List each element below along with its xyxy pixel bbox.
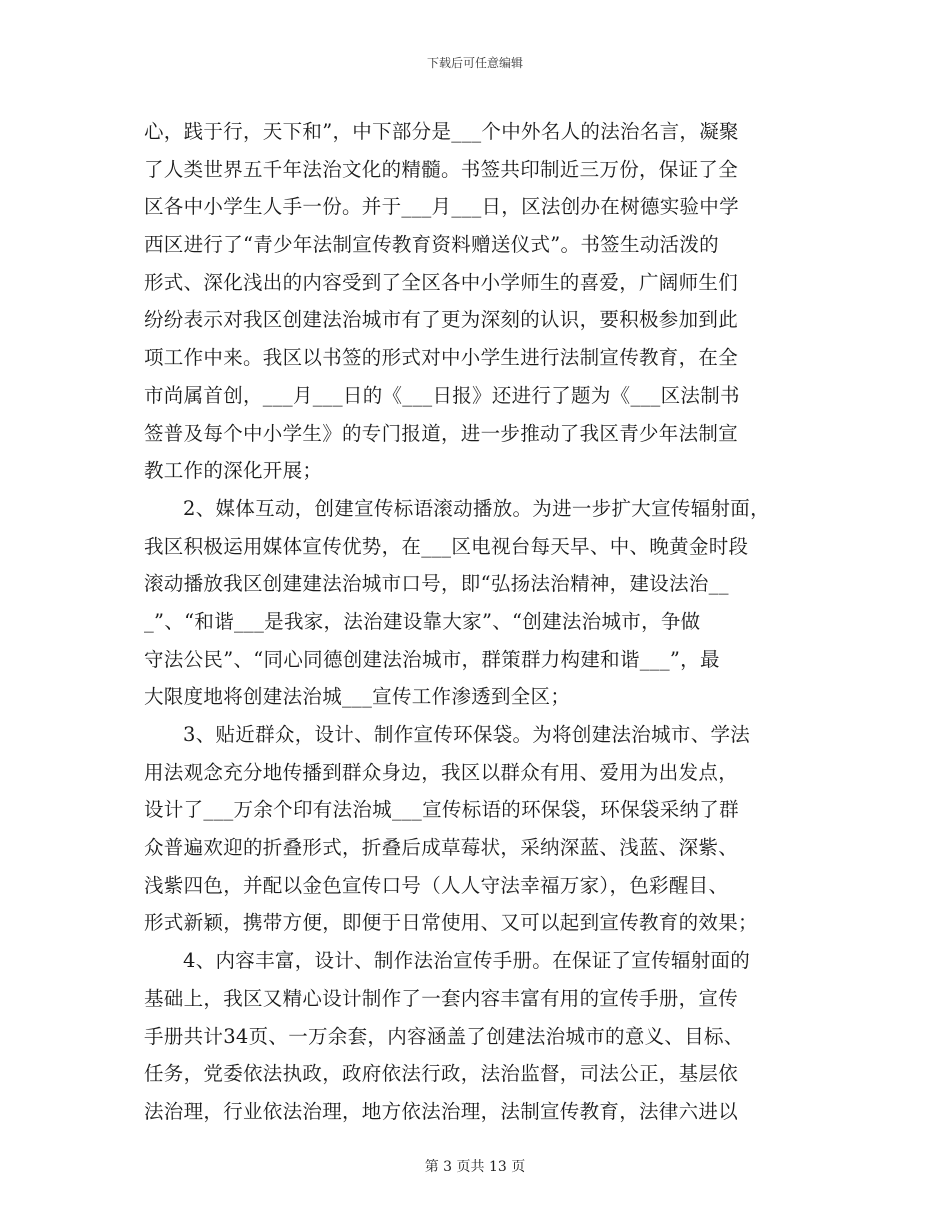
text-line: 任务，党委依法执政，政府依法行政，法治监督，司法公正，基层依 (144, 1062, 739, 1086)
text-line: 形式、深化浅出的内容受到了全区各中小学师生的喜爱，广阔师生们 (144, 270, 739, 294)
paragraph-start-line: 2、媒体互动，创建宣传标语滚动播放。为进一步扩大宣传辐射面， (183, 496, 770, 520)
paragraph-start-line: 4、内容丰富，设计、制作法治宣传手册。在保证了宣传辐射面的 (183, 949, 751, 973)
text-line: 教工作的深化开展； (144, 459, 323, 483)
text-line: 众普遍欢迎的折叠形式，折叠后成草莓状，采纳深蓝、浅蓝、深紫、 (144, 836, 739, 860)
document-body (144, 113, 806, 1131)
text-line: 纷纷表示对我区创建法治城市有了更为深刻的认识，要积极参加到此 (144, 308, 739, 332)
text-line: 项工作中来。我区以书签的形式对中小学生进行法制宣传教育，在全 (144, 346, 739, 370)
text-line: 法治理，行业依法治理，地方依法治理，法制宣传教育，法律六进以 (144, 1099, 739, 1123)
text-line: 形式新颖，携带方便，即便于日常使用、又可以起到宣传教育的效果； (144, 911, 758, 935)
text-line: 设计了___万余个印有法治城___宣传标语的环保袋，环保袋采纳了群 (144, 798, 739, 822)
page-number-footer: 第 3 页共 13 页 (424, 1159, 526, 1175)
text-line: 签普及每个中小学生》的专门报道，进一步推动了我区青少年法制宣 (144, 421, 739, 445)
text-line: 守法公民”、“同心同德创建法治城市，群策群力构建和谐___”，最 (144, 647, 720, 671)
text-line: 市尚属首创，___月___日的《___日报》还进行了题为《___区法制书 (144, 383, 740, 407)
text-line: 我区积极运用媒体宣传优势，在___区电视台每天早、中、晚黄金时段 (144, 534, 749, 558)
text-line: 用法观念充分地传播到群众身边，我区以群众有用、爱用为出发点， (144, 760, 739, 784)
text-line: 手册共计34页、一万余套，内容涵盖了创建法治城市的意义、目标、 (144, 1024, 744, 1048)
text-line: 大限度地将创建法治城___宣传工作渗透到全区； (144, 685, 571, 709)
text-line: 滚动播放我区创建建法治城市口号，即“弘扬法治精神，建设法治__ (144, 572, 729, 596)
text-line: _”、“和谐___是我家，法治建设靠大家”、“创建法治城市，争做 (144, 609, 701, 633)
text-line: 了人类世界五千年法治文化的精髓。书签共印制近三万份，保证了全 (144, 157, 739, 181)
text-line: 心，践于行，天下和”，中下部分是___个中外名人的法治名言，凝聚 (144, 120, 739, 143)
page-header: 下载后可任意编辑 (426, 56, 523, 70)
text-line: 浅紫四色，并配以金色宣传口号（人人守法幸福万家），色彩醒目、 (144, 873, 729, 897)
text-line: 西区进行了“青少年法制宣传教育资料赠送仪式”。书签生动活泼的 (144, 233, 719, 257)
text-line: 区各中小学生人手一份。并于___月___日，区法创办在树德实验中学 (144, 195, 739, 219)
paragraph-start-line: 3、贴近群众，设计、制作宣传环保袋。为将创建法治城市、学法 (183, 723, 751, 746)
text-line: 基础上，我区又精心设计制作了一套内容丰富有用的宣传手册，宣传 (144, 986, 739, 1010)
